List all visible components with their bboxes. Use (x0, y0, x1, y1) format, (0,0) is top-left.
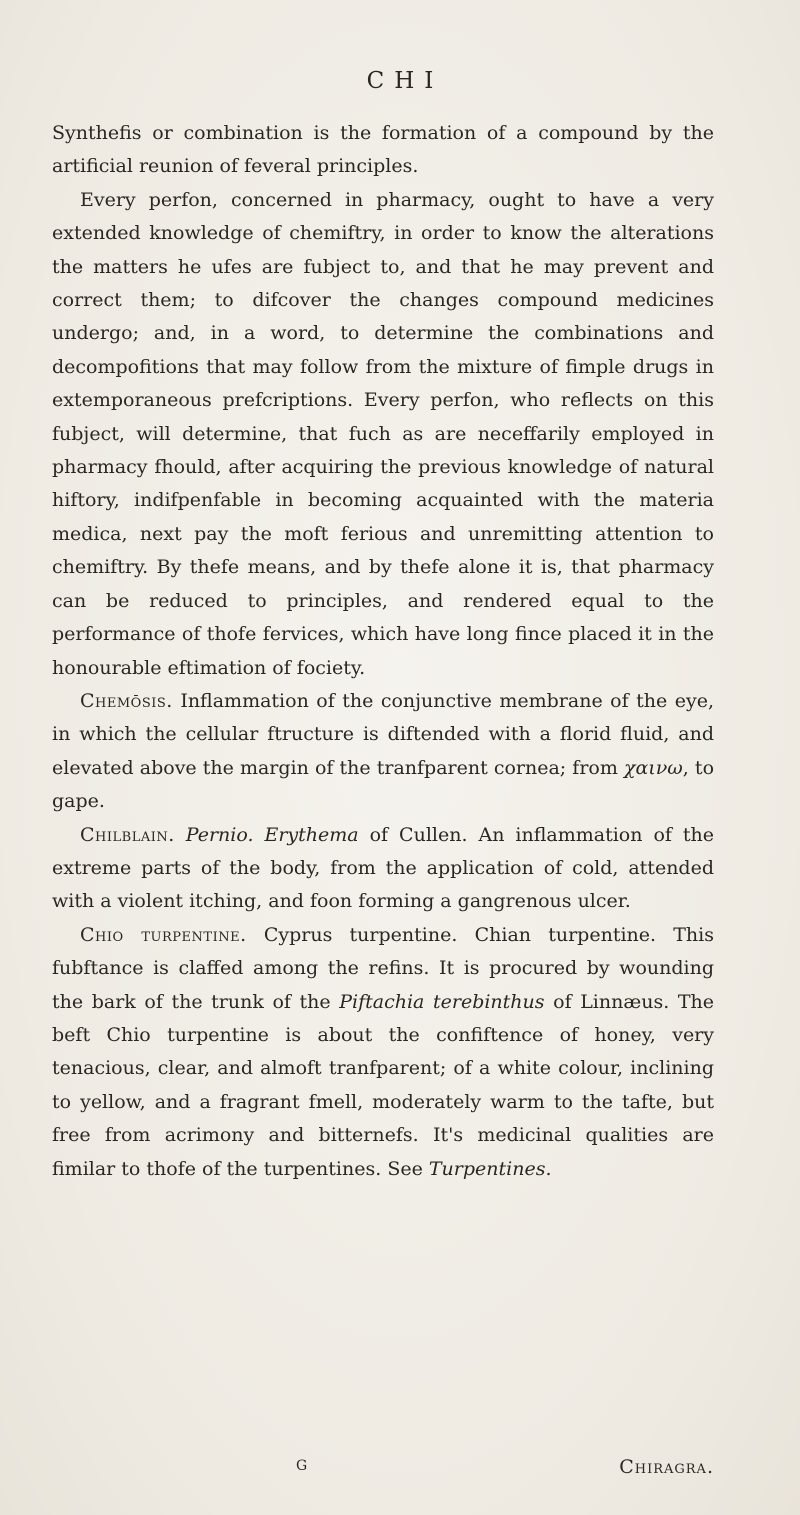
chemosis-definition: Inflammation of the conjunctive membrane of the eye, in which the cellular ftructure is diftended with a florid fluid, and elevated above the margin of the tranfparent cornea; from (52, 689, 714, 779)
body-text (52, 117, 714, 1186)
paragraph-pharmacy: Every perfon, concerned in pharmacy, ought to have a very extended knowledge of chemiftry, in order to know the alterations the matters he ufes are fubject to, and that he may prevent and correct them; to difcover the changes compound medicines undergo; and, in a word, to determine the combinations and decompofitions that may follow from the mixture of fimple drugs in extemporaneous prefcriptions. Every perfon, who reflects on this fubject, will determine, that fuch as are neceffarily employed in pharmacy fhould, after acquiring the previous knowledge of natural hiftory, indifpenfable in becoming acquainted with the materia medica, next pay the moft ferious and unremitting attention to chemiftry. By thefe means, and by thefe alone it is, that pharmacy can be reduced to principles, and rendered equal to the performance of thofe fervices, which have long fince placed it in the honourable eftimation of fociety. (52, 188, 714, 679)
cross-reference: Turpentines (428, 1157, 546, 1180)
species-name: Piftachia terebinthus (339, 990, 545, 1013)
latin-synonym-2: Erythema (264, 823, 359, 846)
chio-definition-1: Cyprus turpentine. Chian turpentine. This fubftance is claffed among the refins. It is procured by wounding the bark of the trunk of the (52, 923, 714, 1013)
chio-definition-2: of Linnæus. The beft Chio turpentine is about the confiftence of honey, very tenacious, clear, and almoft tranfparent; of a white colour, inclining to yellow, and a fragrant fmell, moderately warm to the tafte, but free from acrimony and bitternefs. It's medicinal qualities are fimilar to thofe of the turpentines. See (52, 990, 714, 1180)
page-footer (52, 1456, 714, 1490)
entry-chilblain (52, 819, 714, 919)
chemosis-tail: , to gape. (52, 756, 715, 813)
catchword: Chiragra. (619, 1456, 714, 1478)
paragraph-synthesis: Synthefis or combination is the formation of a compound by the artificial reunion of feveral principles. (52, 122, 714, 178)
headword-chemosis: Chemōsis. (80, 689, 173, 712)
chilblain-definition: of Cullen. An inflammation of the extreme parts of the body, from the application of cold, attended with a violent itching, and foon forming a gangrenous ulcer. (52, 823, 715, 913)
headword-chilblain: Chilblain. (80, 823, 175, 846)
headword-chio-turpentine: Chio turpentine. (80, 923, 247, 946)
chio-end: . (545, 1157, 552, 1180)
signature-mark: G (296, 1458, 308, 1474)
running-head: CHI (366, 68, 444, 94)
greek-word: χαινω (623, 756, 683, 779)
latin-synonym: Pernio. (185, 823, 254, 846)
entry-chemosis (52, 685, 714, 819)
entry-chio-turpentine (52, 919, 714, 1186)
